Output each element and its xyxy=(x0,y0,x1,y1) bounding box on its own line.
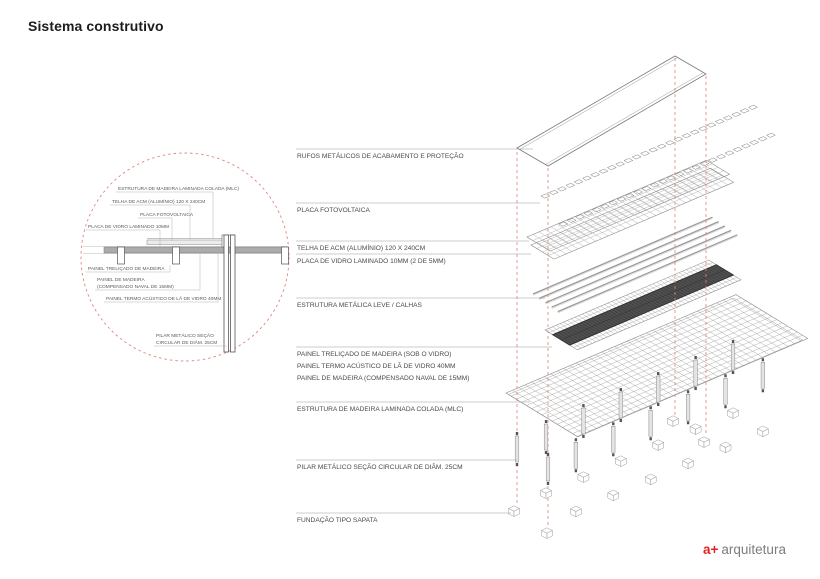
foundation-cube xyxy=(570,506,581,517)
page-title: Sistema construtivo xyxy=(28,18,164,34)
foundation-cube xyxy=(608,490,619,501)
svg-text:ESTRUTURA METÁLICA LEVE / CALH: ESTRUTURA METÁLICA LEVE / CALHAS xyxy=(297,302,422,309)
svg-text:FUNDAÇÃO TIPO SAPATA: FUNDAÇÃO TIPO SAPATA xyxy=(297,517,378,524)
svg-text:PAINEL DE MADEIRA (COMPENSADO: PAINEL DE MADEIRA (COMPENSADO NAVAL DE 15MM) xyxy=(297,375,470,382)
batten-section xyxy=(118,247,125,264)
batten-section xyxy=(282,247,289,264)
foundation-cube xyxy=(720,442,731,453)
svg-text:PAINEL DE MADEIRA: PAINEL DE MADEIRA xyxy=(97,278,145,283)
pillars xyxy=(515,340,768,517)
logo-mark: a+ xyxy=(703,542,719,557)
foundation-cube xyxy=(668,416,679,427)
svg-text:PAINEL TRELIÇADO DE MADEIRA: PAINEL TRELIÇADO DE MADEIRA xyxy=(88,267,165,272)
svg-text:PLACA FOTOVOLTAICA: PLACA FOTOVOLTAICA xyxy=(297,207,370,214)
svg-text:TELHA DE ACM (ALUMÍNIO) 120 X: TELHA DE ACM (ALUMÍNIO) 120 X 240CM xyxy=(297,245,426,252)
logo xyxy=(703,542,786,557)
svg-text:PLACA DE VIDRO LAMINADO 10MM: PLACA DE VIDRO LAMINADO 10MM xyxy=(88,225,170,230)
layer-rufos xyxy=(517,56,706,166)
layer-fotovoltaica xyxy=(541,105,775,226)
batten-section xyxy=(173,247,180,264)
exploded-labels xyxy=(296,149,552,524)
foundation-cube xyxy=(699,437,710,448)
svg-text:PLACA DE VIDRO LAMINADO 10MM (: PLACA DE VIDRO LAMINADO 10MM (2 DE 5MM) xyxy=(297,258,446,265)
foundation-cube xyxy=(578,472,589,483)
svg-text:PAINEL TERMO ACÚSTICO DE LÃ DE: PAINEL TERMO ACÚSTICO DE LÃ DE VIDRO 40MM xyxy=(106,297,222,302)
detail-section xyxy=(81,153,289,361)
svg-text:CIRCULAR DE DIÂM. 25CM: CIRCULAR DE DIÂM. 25CM xyxy=(156,341,218,346)
logo-name: arquitetura xyxy=(721,542,786,557)
foundation-cube xyxy=(757,426,768,437)
foundation-cube xyxy=(541,488,552,499)
svg-text:ESTRUTURA DE MADEIRA LAMINADA: ESTRUTURA DE MADEIRA LAMINADA COLADA (MLC) xyxy=(297,406,464,413)
svg-text:PAINEL TRELIÇADO DE MADEIRA (S: PAINEL TRELIÇADO DE MADEIRA (SOB O VIDRO) xyxy=(297,351,452,358)
foundation-cube xyxy=(645,474,656,485)
svg-text:TELHA DE ACM (ALUMÍNIO) 120 X: TELHA DE ACM (ALUMÍNIO) 120 X 240CM xyxy=(112,200,206,205)
foundation-cube xyxy=(728,408,739,419)
svg-text:PAINEL TERMO ACÚSTICO DE LÃ DE: PAINEL TERMO ACÚSTICO DE LÃ DE VIDRO 40MM xyxy=(297,363,456,370)
svg-text:(COMPENSADO NAVAL DE 15MM): (COMPENSADO NAVAL DE 15MM) xyxy=(97,285,174,290)
foundation-cube xyxy=(542,528,553,539)
detail-labels xyxy=(86,186,239,346)
foundation-cube xyxy=(509,506,520,517)
svg-text:PLACA FOTOVOLTAICA: PLACA FOTOVOLTAICA xyxy=(140,213,194,218)
svg-text:PILAR METÁLICO SEÇÃO: PILAR METÁLICO SEÇÃO xyxy=(156,334,214,339)
svg-text:RUFOS METÁLICOS DE ACABAMENTO: RUFOS METÁLICOS DE ACABAMENTO E PROTEÇÃO xyxy=(297,153,464,160)
foundation-cube xyxy=(690,424,701,435)
foundation-cube xyxy=(615,456,626,467)
foundation-cube xyxy=(683,458,694,469)
foundation-cube xyxy=(653,440,664,451)
svg-text:ESTRUTURA DE MADEIRA LAMINADA: ESTRUTURA DE MADEIRA LAMINADA COLADA (MLC) xyxy=(118,187,240,192)
svg-text:PILAR METÁLICO SEÇÃO CIRCULAR: PILAR METÁLICO SEÇÃO CIRCULAR DE DIÂM. 25CM xyxy=(297,464,463,471)
